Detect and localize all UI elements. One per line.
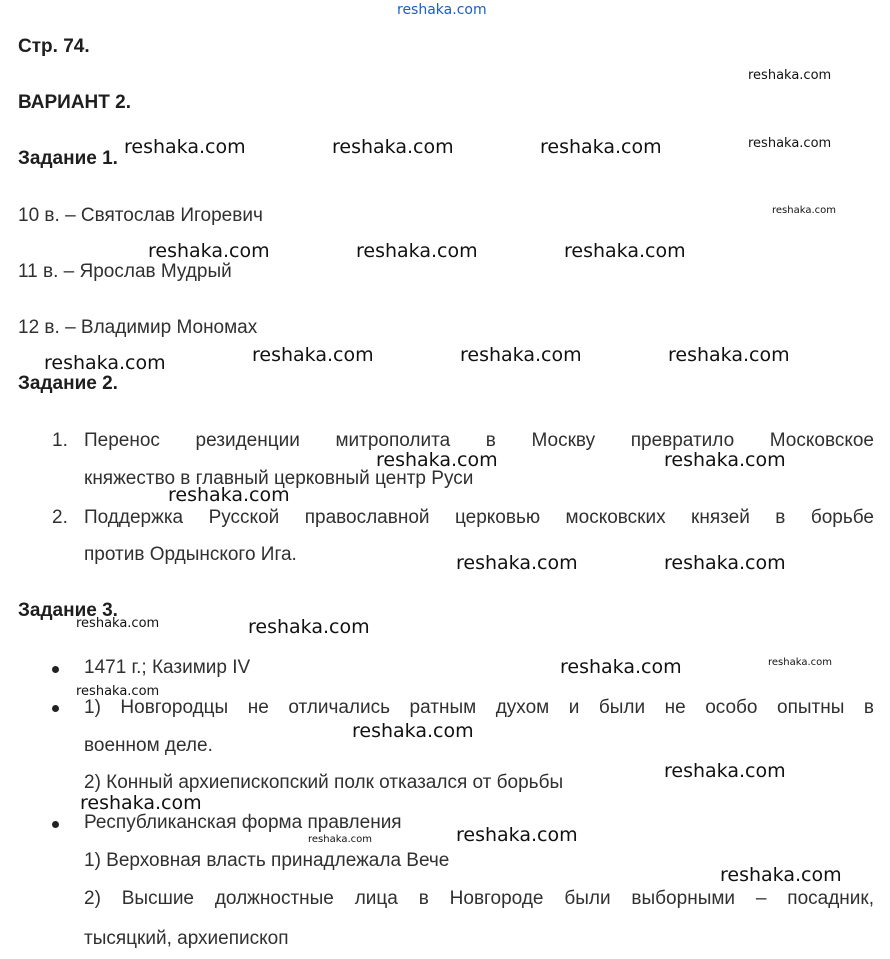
watermark: reshaka.com [252,344,374,366]
task3-bullet-3-sub-2-line-2: тысяцкий, архиепископ [84,928,289,949]
task2-item-1-line-2: княжество в главный церковный центр Руси [84,468,474,489]
watermark: reshaka.com [124,136,246,158]
task3-bullet-2-line-1: 1) Новгородцы не отличались ратным духом и были не особо опытны в [84,697,874,718]
task2-title: Задание 2. [18,373,118,394]
watermark: reshaka.com [44,352,166,374]
watermark: reshaka.com [720,864,842,886]
watermark: reshaka.com [664,552,786,574]
watermark: reshaka.com [308,834,372,845]
bullet-dot [52,705,59,712]
task2-item-2-number: 2. [52,507,68,528]
watermark: reshaka.com [168,484,290,506]
watermark: reshaka.com [460,344,582,366]
watermark: reshaka.com [356,240,478,262]
bullet-dot [52,821,59,828]
watermark: reshaka.com [80,792,202,814]
task1-line-2: 11 в. – Ярослав Мудрый [18,261,232,282]
bullet-dot [52,666,59,673]
watermark: reshaka.com [560,656,682,678]
watermark: reshaka.com [456,552,578,574]
watermark: reshaka.com [148,240,270,262]
watermark: reshaka.com [664,449,786,471]
watermark: reshaka.com [540,136,662,158]
task3-title: Задание 3. [18,600,118,621]
task3-bullet-1: 1471 г.; Казимир IV [84,657,251,678]
watermark: reshaka.com [352,720,474,742]
task1-line-1: 10 в. – Святослав Игоревич [18,205,263,226]
watermark: reshaka.com [668,344,790,366]
task1-title: Задание 1. [18,148,118,169]
watermark: reshaka.com [748,136,832,151]
watermark: reshaka.com [564,240,686,262]
task3-bullet-2-line-3: 2) Конный архиепископский полк отказался от борьбы [84,772,564,793]
watermark: reshaka.com [456,824,578,846]
task2-item-2-line-1: Поддержка Русской православной церковью московских князей в борьбе [84,507,874,528]
task2-item-2-line-2: против Ордынского Ига. [84,544,297,565]
task1-line-3: 12 в. – Владимир Мономах [18,317,258,338]
watermark: reshaka.com [768,657,832,668]
task2-item-1-number: 1. [52,430,68,451]
task3-bullet-3: Республиканская форма правления [84,812,402,833]
watermark: reshaka.com [332,136,454,158]
task2-item-1-line-1: Перенос резиденции митрополита в Москву превратило Московское [84,430,874,451]
variant-title: ВАРИАНТ 2. [18,92,131,113]
watermark: reshaka.com [376,449,498,471]
watermark: reshaka.com [772,205,836,216]
task3-bullet-3-sub-1: 1) Верховная власть принадлежала Вече [84,850,450,871]
watermark: reshaka.com [748,68,832,83]
task3-bullet-2-line-2: военном деле. [84,735,213,756]
watermark: reshaka.com [76,616,160,631]
watermark: reshaka.com [76,684,160,699]
watermark: reshaka.com [248,616,370,638]
site-watermark-top[interactable]: reshaka.com [397,2,487,18]
page-number: Стр. 74. [18,36,90,57]
watermark: reshaka.com [664,760,786,782]
task3-bullet-3-sub-2-line-1: 2) Высшие должностные лица в Новгороде были выборными – посадник, [84,888,874,909]
